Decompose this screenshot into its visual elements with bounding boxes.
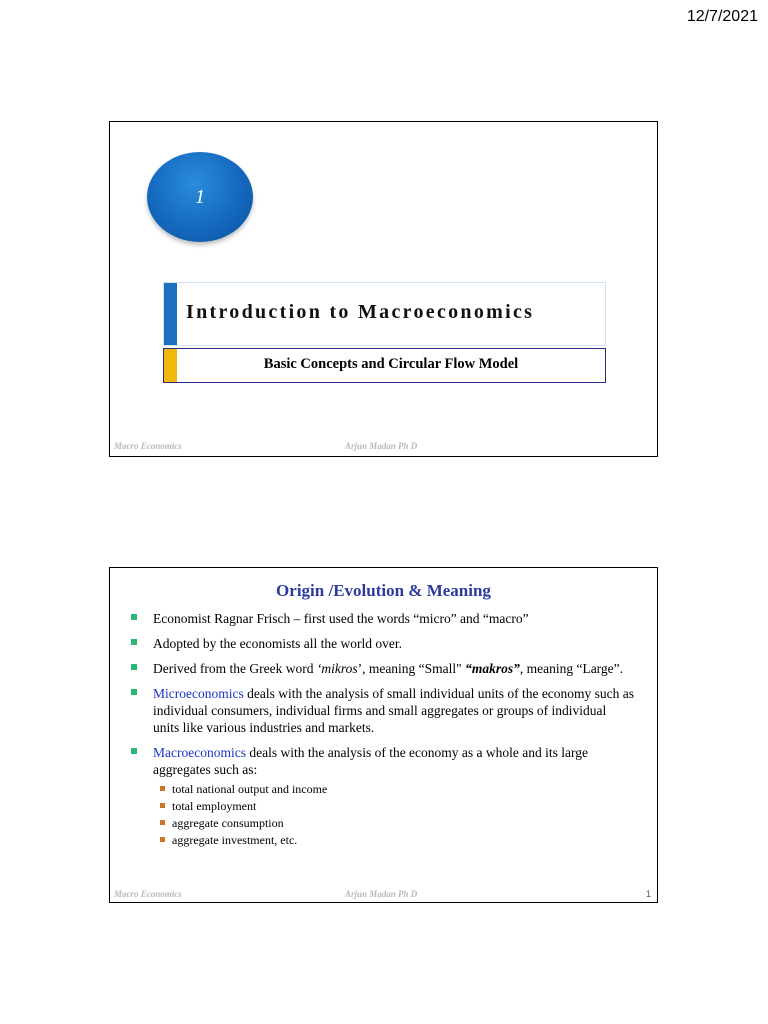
bullet-list [128, 610, 635, 857]
bullet-square-icon [131, 689, 137, 695]
bullet-square-icon [131, 664, 137, 670]
sub-bullet-text: total employment [172, 799, 257, 813]
title-box [163, 282, 606, 346]
sub-list-item [153, 815, 635, 832]
slide-title: Introduction to Macroeconomics [186, 301, 535, 323]
bullet-square-icon [131, 748, 137, 754]
sub-bullet-square-icon [160, 786, 165, 791]
list-item [128, 635, 635, 652]
footer-course: Macro Economics [114, 441, 182, 451]
bullet-text: deals with the analysis of small individual units of the economy such as individual consumers, individual firms and small aggregates or groups of individual units like various industries and markets. [153, 686, 635, 735]
slide-1 [109, 121, 658, 457]
slide-heading: Origin /Evolution & Meaning [276, 581, 491, 600]
sub-bullet-square-icon [160, 803, 165, 808]
document-date: 12/7/2021 [686, 8, 758, 25]
footer-author: Arjun Madan Ph D [345, 889, 418, 899]
sub-list-item [153, 832, 635, 849]
bullet-text: Economist Ragnar Frisch – first used the words “micro” and “macro” [153, 611, 529, 626]
keyword-macroeconomics: Macroeconomics [153, 745, 246, 760]
sub-bullet-square-icon [160, 820, 165, 825]
bullet-square-icon [131, 639, 137, 645]
bullet-text: Adopted by the economists all the world over. [153, 636, 402, 651]
footer-author: Arjun Madan Ph D [345, 441, 418, 451]
list-item [128, 660, 635, 677]
greek-word-mikros: ‘mikros [316, 661, 358, 676]
sub-bullet-text: aggregate investment, etc. [172, 833, 298, 847]
keyword-microeconomics: Microeconomics [153, 686, 244, 701]
sub-bullet-text: aggregate consumption [172, 816, 284, 830]
slide-subtitle: Basic Concepts and Circular Flow Model [263, 356, 519, 372]
list-item [128, 744, 635, 849]
page-number: 1 [645, 889, 651, 899]
subtitle-box [163, 348, 606, 383]
greek-word-makros: “makros” [465, 661, 520, 676]
slide-2 [109, 567, 658, 903]
list-item [128, 685, 635, 736]
title-accent-bar [164, 283, 177, 345]
sub-list-item [153, 781, 635, 798]
slide-number: 1 [195, 185, 205, 208]
sub-list-item [153, 798, 635, 815]
bullet-text: deals with the analysis of the economy as a whole and its large aggregates such as: [153, 745, 589, 777]
sub-bullet-text: total national output and income [172, 782, 328, 796]
bullet-text-pre: Derived from the Greek word [153, 661, 317, 676]
sub-bullet-list [153, 781, 635, 849]
bullet-square-icon [131, 614, 137, 620]
slide-number-badge [147, 152, 253, 242]
list-item [128, 610, 635, 627]
bullet-text-post: , meaning “Large”. [519, 661, 624, 676]
sub-bullet-square-icon [160, 837, 165, 842]
bullet-text-mid: ’, meaning “Small" [357, 661, 466, 676]
footer-course: Macro Economics [114, 889, 182, 899]
